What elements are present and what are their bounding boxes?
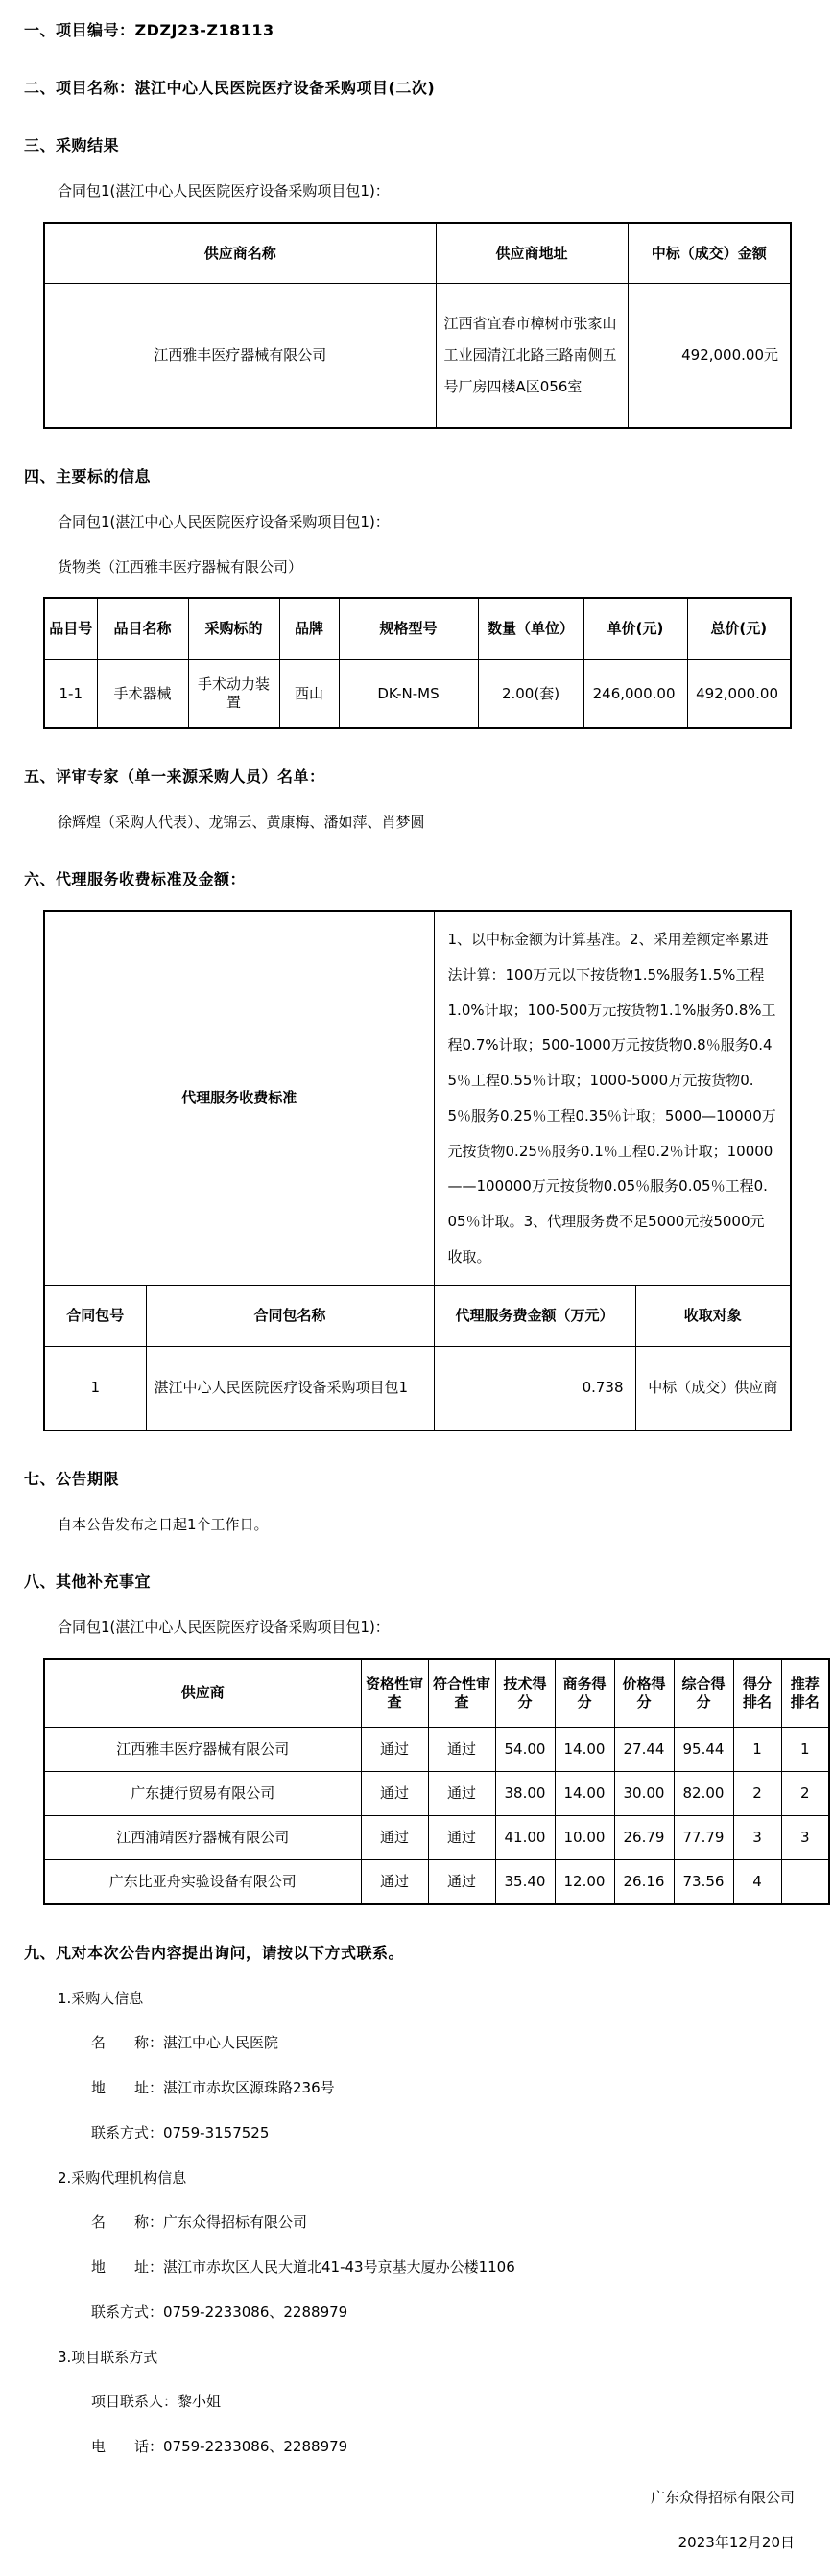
cell-technical: 35.40	[495, 1860, 555, 1904]
cell-score-rank: 1	[733, 1728, 781, 1772]
section-subject-title: 四、主要标的信息	[24, 466, 152, 485]
header-brand: 品牌	[279, 598, 339, 659]
project-contact-person: 项目联系人：黎小姐	[91, 2393, 222, 2411]
cell-qualification: 通过	[361, 1772, 428, 1816]
header-unit-price: 单价(元)	[583, 598, 687, 659]
cell-award-amount: 492,000.00元	[628, 284, 791, 428]
agency-name: 名 称：广东众得招标有限公司	[91, 2213, 308, 2232]
header-recommend-rank: 推荐排名	[781, 1659, 829, 1728]
result-table	[43, 222, 792, 429]
section-contact-title: 九、凡对本次公告内容提出询问，请按以下方式联系。	[24, 1943, 405, 1962]
header-technical-score: 技术得分	[495, 1659, 555, 1728]
section-result-title: 三、采购结果	[24, 136, 120, 154]
cell-price: 26.79	[614, 1816, 674, 1860]
header-fee-payer: 收取对象	[635, 1285, 791, 1346]
cell-business: 12.00	[555, 1860, 614, 1904]
section-project-number: 一、项目编号：ZDZJ23-Z18113	[24, 21, 274, 39]
purchaser-name: 名 称：湛江中心人民医院	[91, 2034, 279, 2052]
cell-conformity: 通过	[428, 1816, 495, 1860]
cell-business: 10.00	[555, 1816, 614, 1860]
cell-recommend-rank: 1	[781, 1728, 829, 1772]
cell-qualification: 通过	[361, 1816, 428, 1860]
header-composite-score: 综合得分	[674, 1659, 733, 1728]
cell-package-no: 1	[44, 1346, 146, 1430]
score-table-row	[44, 1772, 829, 1816]
agency-address: 地 址：湛江市赤坎区人民大道北41-43号京基大厦办公楼1106	[91, 2258, 515, 2276]
section-agency-fee-title: 六、代理服务收费标准及金额：	[24, 870, 247, 888]
cell-composite: 73.56	[674, 1860, 733, 1904]
score-table	[43, 1658, 830, 1905]
cell-subject: 手术动力装置	[188, 659, 279, 728]
fee-table-row	[44, 1346, 791, 1430]
header-item-name: 品目名称	[97, 598, 188, 659]
cell-price: 30.00	[614, 1772, 674, 1816]
header-business-score: 商务得分	[555, 1659, 614, 1728]
cell-recommend-rank	[781, 1860, 829, 1904]
agency-info-title: 2.采购代理机构信息	[58, 2168, 187, 2186]
header-fee-amount: 代理服务费金额（万元）	[434, 1285, 635, 1346]
cell-price: 26.16	[614, 1860, 674, 1904]
cell-spec-model: DK-N-MS	[339, 659, 478, 728]
result-package-label: 合同包1(湛江中心人民医院医疗设备采购项目包1)：	[58, 182, 390, 200]
header-spec-model: 规格型号	[339, 598, 478, 659]
cell-business: 14.00	[555, 1728, 614, 1772]
cell-brand: 西山	[279, 659, 339, 728]
cell-package-name: 湛江中心人民医院医疗设备采购项目包1	[146, 1346, 434, 1430]
cell-supplier: 江西浦靖医疗器械有限公司	[44, 1816, 361, 1860]
cell-conformity: 通过	[428, 1772, 495, 1816]
cell-technical: 54.00	[495, 1728, 555, 1772]
purchaser-info-title: 1.采购人信息	[58, 1989, 144, 2007]
cell-fee-payer: 中标（成交）供应商	[635, 1346, 791, 1430]
cell-recommend-rank: 3	[781, 1816, 829, 1860]
cell-supplier: 广东捷行贸易有限公司	[44, 1772, 361, 1816]
section-project-name: 二、项目名称：湛江中心人民医院医疗设备采购项目(二次)	[24, 79, 436, 97]
score-table-header-row	[44, 1659, 829, 1728]
cell-item-no: 1-1	[44, 659, 97, 728]
result-table-row	[44, 284, 791, 428]
score-table-row	[44, 1728, 829, 1772]
signature-block	[0, 2489, 833, 2552]
subject-table	[43, 597, 792, 729]
header-score-rank: 得分排名	[733, 1659, 781, 1728]
cell-score-rank: 3	[733, 1816, 781, 1860]
fee-standard-row	[44, 911, 791, 1285]
supplementary-package-label: 合同包1(湛江中心人民医院医疗设备采购项目包1)：	[58, 1618, 390, 1636]
header-package-no: 合同包号	[44, 1285, 146, 1346]
header-item-no: 品目号	[44, 598, 97, 659]
cell-supplier-address: 江西省宜春市樟树市张家山工业园清江北路三路南侧五号厂房四楼A区056室	[436, 284, 628, 428]
project-contact-title: 3.项目联系方式	[58, 2348, 158, 2366]
cell-conformity: 通过	[428, 1860, 495, 1904]
cell-supplier: 广东比亚舟实验设备有限公司	[44, 1860, 361, 1904]
project-contact-phone: 电 话：0759-2233086、2288979	[91, 2438, 348, 2455]
cell-fee-amount: 0.738	[434, 1346, 635, 1430]
cell-total-price: 492,000.00	[687, 659, 791, 728]
header-package-name: 合同包名称	[146, 1285, 434, 1346]
section-notice-period-title: 七、公告期限	[24, 1470, 120, 1488]
section-supplementary-title: 八、其他补充事宜	[24, 1572, 152, 1591]
purchaser-address: 地 址：湛江市赤坎区源珠路236号	[91, 2079, 335, 2096]
subject-package-label: 合同包1(湛江中心人民医院医疗设备采购项目包1)：	[58, 512, 390, 531]
agency-fee-table	[43, 910, 792, 1431]
subject-table-row	[44, 659, 791, 728]
header-supplier-address: 供应商地址	[436, 223, 628, 284]
header-price-score: 价格得分	[614, 1659, 674, 1728]
cell-technical: 38.00	[495, 1772, 555, 1816]
cell-composite: 77.79	[674, 1816, 733, 1860]
agency-phone: 联系方式：0759-2233086、2288979	[91, 2303, 348, 2321]
cell-technical: 41.00	[495, 1816, 555, 1860]
header-conformity-review: 符合性审查	[428, 1659, 495, 1728]
subject-table-header-row	[44, 598, 791, 659]
signature-date: 2023年12月20日	[678, 2533, 795, 2551]
header-total-price: 总价(元)	[687, 598, 791, 659]
cell-recommend-rank: 2	[781, 1772, 829, 1816]
cell-score-rank: 2	[733, 1772, 781, 1816]
notice-period-body: 自本公告发布之日起1个工作日。	[58, 1516, 269, 1533]
score-table-row	[44, 1816, 829, 1860]
fee-table-header-row	[44, 1285, 791, 1346]
cell-unit-price: 246,000.00	[583, 659, 687, 728]
cell-quantity: 2.00(套)	[478, 659, 583, 728]
cell-item-name: 手术器械	[97, 659, 188, 728]
result-table-header-row	[44, 223, 791, 284]
cell-composite: 82.00	[674, 1772, 733, 1816]
cell-price: 27.44	[614, 1728, 674, 1772]
header-subject: 采购标的	[188, 598, 279, 659]
cell-supplier-name: 江西雅丰医疗器械有限公司	[44, 284, 436, 428]
cell-fee-standard-text: 1、以中标金额为计算基准。2、采用差额定率累进法计算：100万元以下按货物1.5%服务1.5%工程1.0%计取；100-500万元按货物1.1%服务0.8%工程0.7%计取；500-1000万元按货物0.8％服务0.45％工程0.55％计取；1000-5000万元按货物0.5％服务0.25％工程0.35％计取；5000—10000万元按货物0.25％服务0.1％工程0.2％计取；10000——100000万元按货物0.05％服务0.05％工程0.05％计取。3、代理服务费不足5000元按5000元收取。	[434, 911, 791, 1285]
cell-fee-standard-label: 代理服务收费标准	[44, 911, 434, 1285]
cell-qualification: 通过	[361, 1728, 428, 1772]
header-quantity: 数量（单位）	[478, 598, 583, 659]
subject-category-label: 货物类（江西雅丰医疗器械有限公司）	[58, 557, 303, 576]
header-qualification-review: 资格性审查	[361, 1659, 428, 1728]
score-table-row	[44, 1860, 829, 1904]
cell-conformity: 通过	[428, 1728, 495, 1772]
cell-supplier: 江西雅丰医疗器械有限公司	[44, 1728, 361, 1772]
purchaser-phone: 联系方式：0759-3157525	[91, 2123, 270, 2141]
cell-composite: 95.44	[674, 1728, 733, 1772]
cell-qualification: 通过	[361, 1860, 428, 1904]
cell-business: 14.00	[555, 1772, 614, 1816]
cell-score-rank: 4	[733, 1860, 781, 1904]
signature-org: 广东众得招标有限公司	[650, 2488, 795, 2506]
section-experts-title: 五、评审专家（单一来源采购人员）名单：	[24, 768, 325, 787]
header-supplier-name: 供应商名称	[44, 223, 436, 284]
header-award-amount: 中标（成交）金额	[628, 223, 791, 284]
experts-names: 徐辉煌（采购人代表）、龙锦云、黄康梅、潘如萍、肖梦圆	[58, 814, 425, 832]
header-supplier: 供应商	[44, 1659, 361, 1728]
